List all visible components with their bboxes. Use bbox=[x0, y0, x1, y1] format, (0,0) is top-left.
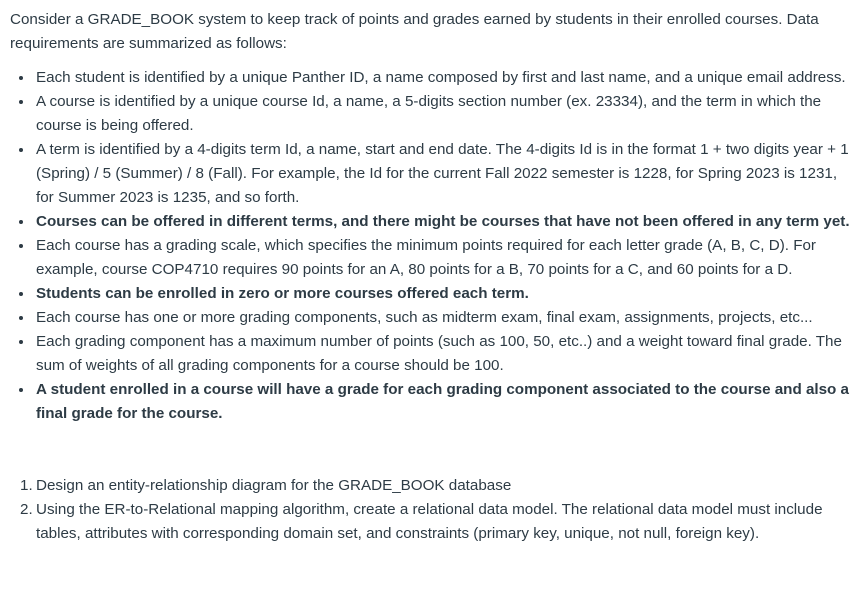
task-text: Design an entity-relationship diagram for the GRADE_BOOK database bbox=[36, 477, 512, 494]
task-item bbox=[20, 474, 856, 498]
requirement-item: A term is identified by a 4-digits term Id, a name, start and end date. The 4-digits Id is in the format 1 + two digits year + 1 (Spring) / 5 (Summer) / 8 (Fall). For example, the Id for the current Fall 2022 semester is 1228, for Spring 2023 is 1231, for Summer 2023 is 1235, and so forth. bbox=[36, 138, 856, 210]
requirement-item: Each student is identified by a unique Panther ID, a name composed by first and last name, and a unique email address. bbox=[36, 66, 856, 90]
requirement-item: Each course has a grading scale, which specifies the minimum points required for each letter grade (A, B, C, D). For example, course COP4710 requires 90 points for an A, 80 points for a B, 70 points for a C, and 60 points for a D. bbox=[36, 234, 856, 282]
requirement-item-bold: Courses can be offered in different terms, and there might be courses that have not been offered in any term yet. bbox=[36, 210, 856, 234]
requirement-item: Each grading component has a maximum number of points (such as 100, 50, etc..) and a weight toward final grade. The sum of weights of all grading components for a course should be 100. bbox=[36, 330, 856, 378]
tasks-list bbox=[10, 474, 856, 546]
task-number: 1. bbox=[20, 477, 33, 494]
requirement-item: Each course has one or more grading components, such as midterm exam, final exam, assignments, projects, etc... bbox=[36, 306, 856, 330]
task-number: 2. bbox=[20, 501, 33, 518]
task-item bbox=[20, 498, 856, 546]
intro-paragraph: Consider a GRADE_BOOK system to keep track of points and grades earned by students in their enrolled courses. Data requirements are summarized as follows: bbox=[10, 11, 819, 52]
task-text: Using the ER-to-Relational mapping algorithm, create a relational data model. The relational data model must include tables, attributes with corresponding domain set, and constraints (primary key, unique, not null, foreign key). bbox=[36, 501, 823, 542]
requirement-item-bold: A student enrolled in a course will have a grade for each grading component associated to the course and also a final grade for the course. bbox=[36, 378, 856, 426]
requirement-item-bold: Students can be enrolled in zero or more courses offered each term. bbox=[36, 282, 856, 306]
requirements-list bbox=[10, 66, 856, 426]
requirement-item: A course is identified by a unique course Id, a name, a 5-digits section number (ex. 23334), and the term in which the course is being offered. bbox=[36, 90, 856, 138]
